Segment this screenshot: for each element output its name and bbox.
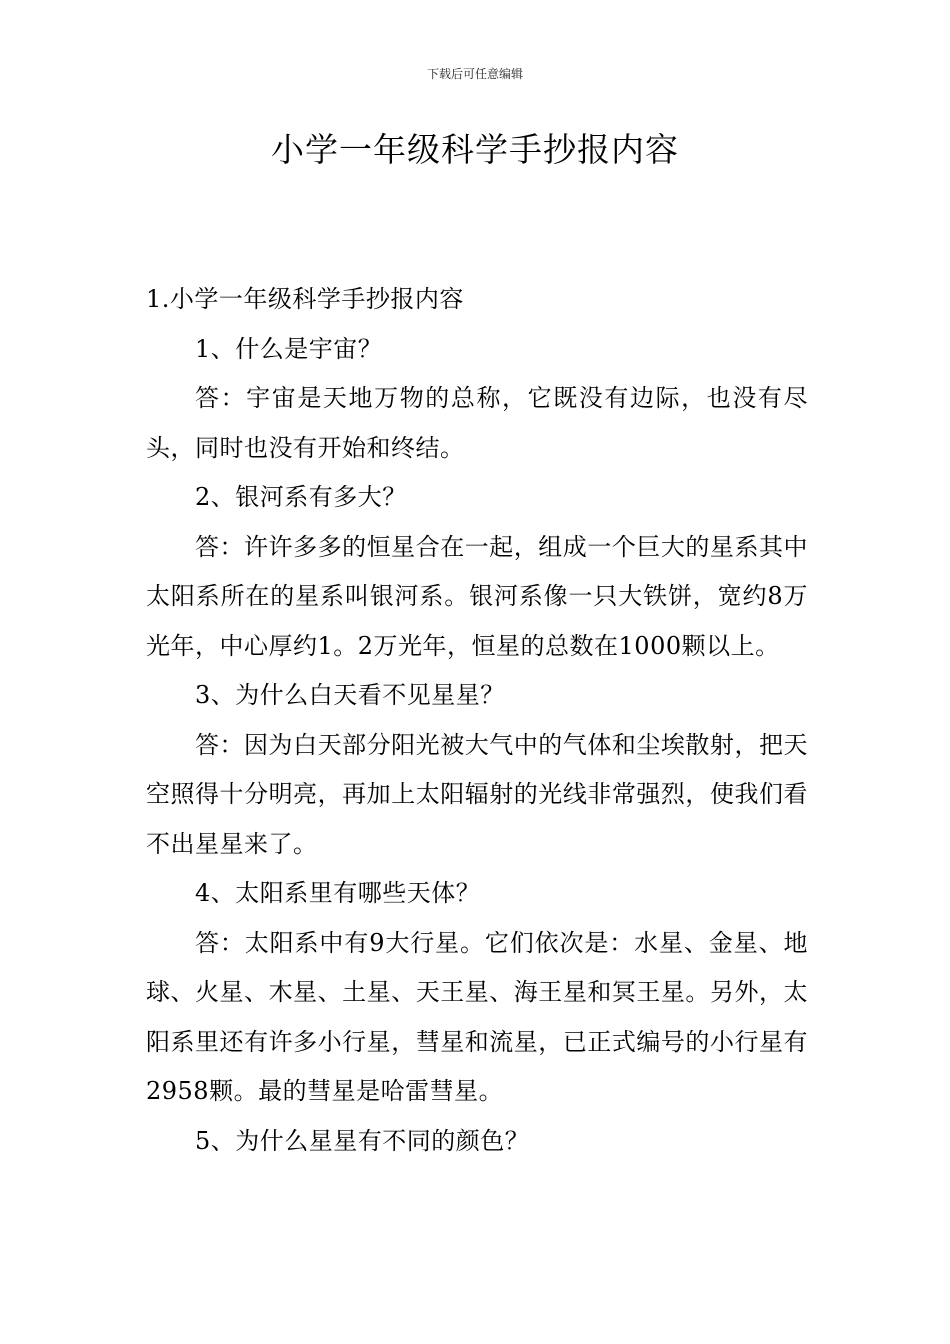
- question-3: 3、为什么白天看不见星星？: [195, 681, 505, 709]
- answer-2: 答：许许多多的恒星合在一起，组成一个巨大的星系其中太阳系所在的星系叫银河系。银河系像一只大铁饼，宽约8万光年，中心厚约1。2万光年，恒星的总数在1000颗以上。: [146, 532, 808, 660]
- page-title: 小学一年级科学手抄报内容: [271, 130, 679, 169]
- question-5: 5、为什么星星有不同的颜色？: [195, 1126, 530, 1155]
- question-2: 2、银河系有多大？: [195, 483, 407, 511]
- answer-3: 答：因为白天部分阳光被大气中的气体和尘埃散射，把天空照得十分明亮，再加上太阳辐射的光线非常强烈，使我们看不出星星来了。: [146, 730, 808, 858]
- section-heading: 1.小学一年级科学手抄报内容: [146, 285, 464, 313]
- answer-1: 答：宇宙是天地万物的总称，它既没有边际，也没有尽头，同时也没有开始和终结。: [146, 384, 808, 462]
- header-note: 下载后可任意编辑: [426, 67, 523, 81]
- answer-4: 答：太阳系中有9大行星。它们依次是：水星、金星、地球、火星、木星、土星、天王星、海王星和冥王星。另外，太阳系里还有许多小行星，彗星和流星，已正式编号的小行星有2958颗。最的彗星是哈雷彗星。: [146, 928, 808, 1105]
- question-1: 1、什么是宇宙？: [195, 334, 383, 363]
- document-body: [146, 275, 808, 1166]
- question-4: 4、太阳系里有哪些天体？: [195, 879, 481, 907]
